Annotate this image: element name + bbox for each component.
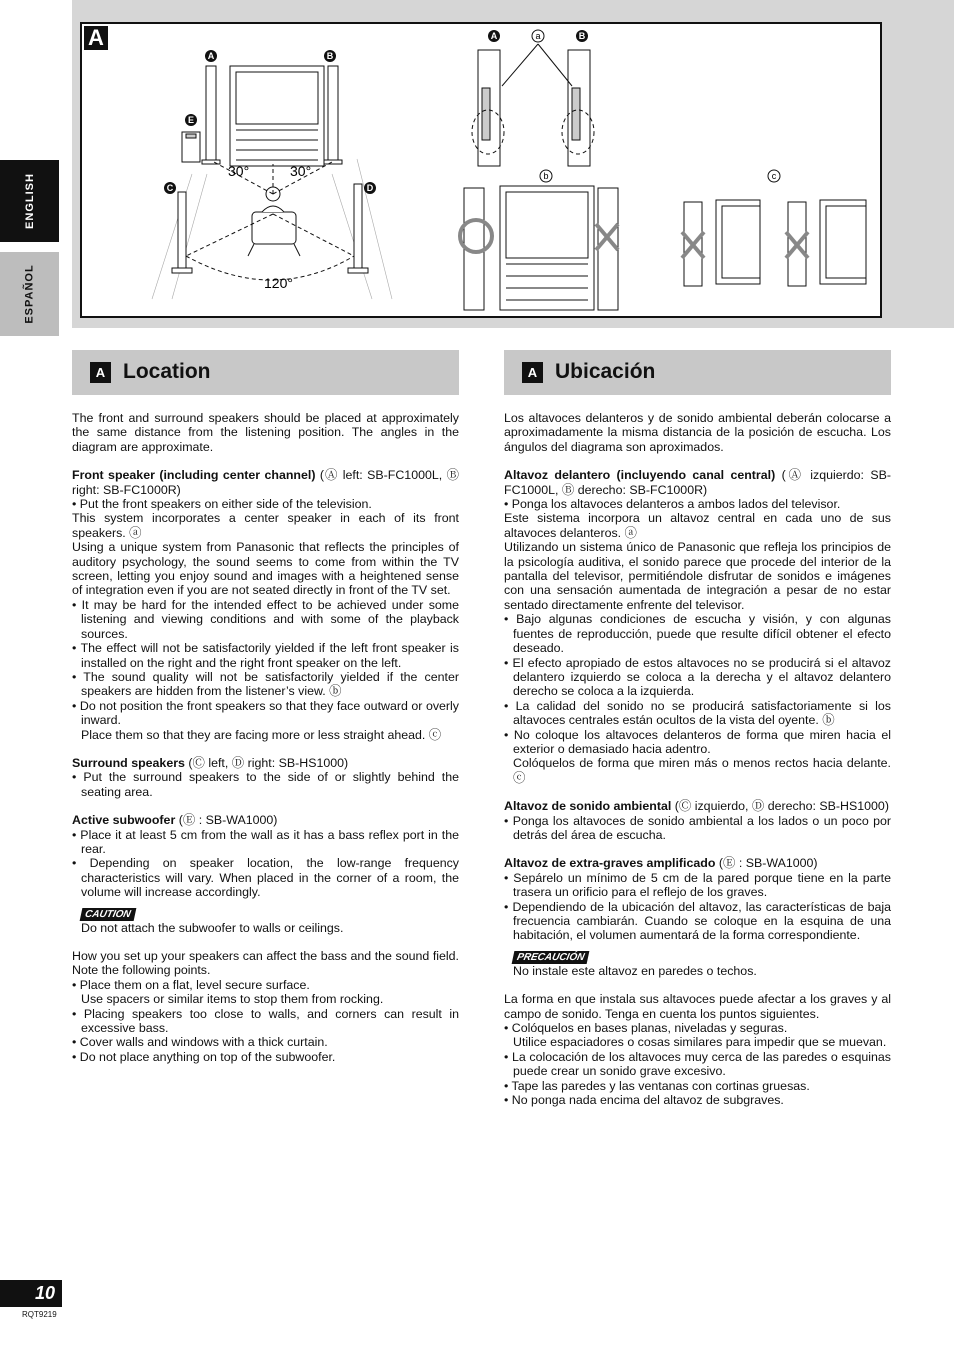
paragraph: Utilizando un sistema único de Panasonic que refleja los principios de la psicología auditiva, el sonido parece que procede del interior de la pantalla del televisor, permitiéndole disfrutar de sonidos e imágenes con una sensación aumentada de integración a pesar de no estar sentado directamente enfrente del televisor. — [504, 540, 891, 612]
tab-english-label: ENGLISH — [23, 173, 36, 229]
bullet-continuation: Colóquelos de forma que miren más o menos rectos hacia delante. ⓒ — [513, 756, 891, 785]
bullet-continuation: Place them so that they are facing more or less straight ahead. ⓒ — [81, 727, 442, 742]
listener-chair — [248, 187, 300, 256]
tv-cabinet — [230, 66, 324, 166]
bullet: • Place them on a flat, level secure surface. — [72, 977, 310, 992]
angle-surround-label: 120° — [264, 275, 293, 291]
bullet: • Place it at least 5 cm from the wall as it has a bass reflex port in the rear. — [72, 827, 459, 856]
bullet: • Put the surround speakers to the side of or slightly behind the seating area. — [72, 770, 459, 799]
bullet: • The effect will not be satisfactorily yielded if the left front speaker is installed on the right and the right front speaker on the left. — [72, 641, 459, 670]
bullet: • The sound quality will not be satisfactorily yielded if the center speakers are hidden from the listener’s view. ⓑ — [72, 669, 459, 699]
bullet: • Placing speakers too close to walls, and corners can result in excessive bass. — [72, 1006, 459, 1036]
section-letter: A — [90, 362, 111, 383]
badge-e: E — [187, 115, 195, 125]
paragraph: This system incorporates a center speaker in each of its front speakers. ⓐ — [72, 511, 459, 540]
caution-label: PRECAUCIÓN — [512, 951, 590, 964]
figure-panel-letter: A — [84, 26, 108, 50]
caution-label: CAUTION — [80, 908, 136, 921]
speaker-placement-figure — [80, 22, 882, 318]
detail-badge-a: A — [490, 31, 498, 41]
badge-d: D — [366, 183, 374, 193]
bullet-continuation: Use spacers or similar items to stop them from rocking. — [81, 992, 384, 1007]
bullet: • Tape las paredes y las ventanas con cortinas gruesas. — [504, 1078, 810, 1093]
bullet: • Dependiendo de la ubicación del altavoz, las características de baja frecuencia cambiarán. Cuando se coloque en la esquina de una habitación, el volumen aumentará de la forma correspondiente. — [504, 899, 891, 943]
bullet: • La calidad del sonido no se producirá satisfactoriamente si los altavoces centrales están ocultos de la vista del oyente. ⓑ — [504, 698, 891, 728]
section-header-location — [72, 350, 459, 395]
badge-b: B — [326, 51, 334, 61]
bullet: • It may be hard for the intended effect to be achieved under some listening and viewing conditions and with some of the playback sources. — [72, 597, 459, 641]
tab-espanol — [0, 252, 59, 336]
intro-paragraph: Los altavoces delanteros y de sonido ambiental deberán colocarse a aproximadamente la misma distancia de la posición de escucha. Los ángulos del diagrama son aproximados. — [504, 411, 891, 454]
speaker-diagram — [82, 24, 880, 316]
bullet-continuation: Utilice espaciadores o cosas similares para impedir que se muevan. — [513, 1035, 887, 1050]
bullet: • No ponga nada encima del altavoz de subgraves. — [504, 1093, 784, 1108]
front-speaker-heading: Front speaker (including center channel) (Ⓐ left: SB-FC1000L, Ⓑ right: SB-FC1000R) — [72, 468, 459, 497]
surround-heading: Altavoz de sonido ambiental (Ⓒ izquierdo, Ⓓ derecho: SB-HS1000) — [504, 799, 889, 814]
detail-badge-b: B — [578, 31, 586, 41]
caution-text: No instale este altavoz en paredes o techos. — [513, 963, 757, 978]
bullet: • Do not position the front speakers so that they face outward or overly inward. — [72, 698, 459, 728]
surround-heading: Surround speakers (Ⓒ left, Ⓓ right: SB-HS1000) — [72, 755, 349, 770]
callout-c: c — [771, 171, 777, 181]
bullet: • Put the front speakers on either side of the television. — [72, 497, 372, 512]
bullet: • Ponga los altavoces delanteros a ambos lados del televisor. — [504, 497, 841, 512]
bullet: • El efecto apropiado de estos altavoces no se producirá si el altavoz delantero izquierdo se coloca a la derecha y el altavoz delantero derecho se coloca a la izquierda. — [504, 655, 891, 699]
front-speaker-heading: Altavoz delantero (incluyendo canal central) (Ⓐ izquierdo: SB-FC1000L, Ⓑ derecho: SB-FC1000R) — [504, 468, 891, 497]
bullet: • Cover walls and windows with a thick curtain. — [72, 1035, 328, 1050]
bullet: • Sepárelo un mínimo de 5 cm de la pared porque tiene en la parte trasera un orificio para el reflejo de los graves. — [504, 870, 891, 900]
bullet: • Bajo algunas condiciones de escucha y visión, y con algunas fuentes de reproducción, puede que resulte difícil obtener el efecto deseado. — [504, 612, 891, 656]
tab-espanol-label: ESPAÑOL — [23, 264, 36, 324]
section-title: Ubicación — [555, 360, 656, 384]
bullet: • Ponga los altavoces de sonido ambiental a los lados o un poco por detrás del área de escucha. — [504, 813, 891, 842]
surround-speaker-d — [348, 184, 368, 273]
section-header-ubicacion — [504, 350, 891, 395]
callout-b: b — [543, 171, 549, 181]
surround-speaker-c — [172, 192, 192, 273]
badge-a: A — [207, 51, 215, 61]
callout-a: a — [535, 31, 541, 41]
detail-a-speakers — [472, 44, 594, 166]
setup-paragraph: La forma en que instala sus altavoces puede afectar a los graves y al campo de sonido. Tenga en cuenta los puntos siguientes. — [504, 992, 891, 1021]
bullet: • Depending on speaker location, the low-range frequency characteristics will vary. When placed in the corner of a room, the volume will increase accordingly. — [72, 856, 459, 900]
section-letter: A — [522, 362, 543, 383]
bullet: • Colóquelos en bases planas, niveladas y seguras. — [504, 1021, 788, 1036]
paragraph: Using a unique system from Panasonic that reflects the principles of auditory psychology, the sound seems to come from within the TV screen, letting you enjoy sound and images with a heightened sense of integration even if you are not seated directly in front of the TV set. — [72, 540, 459, 598]
setup-paragraph: How you set up your speakers can affect the bass and the sound field. Note the following points. — [72, 949, 459, 978]
section-title: Location — [123, 360, 211, 384]
angle-right-label: 30° — [290, 163, 312, 179]
bullet: • No coloque los altavoces delanteros de forma que miren hacia el exterior o demasiado hacia adentro. — [504, 727, 891, 756]
intro-paragraph: The front and surround speakers should be placed at approximately the same distance from the listening position. The angles in the diagram are approximate. — [72, 411, 459, 454]
subwoofer-e — [182, 132, 200, 162]
angle-left-label: 30° — [228, 163, 250, 179]
subwoofer-heading: Altavoz de extra-graves amplificado (Ⓔ : SB-WA1000) — [504, 856, 818, 871]
page-number: 10 — [0, 1280, 62, 1307]
front-speaker-b — [324, 66, 342, 164]
subwoofer-heading: Active subwoofer (Ⓔ : SB-WA1000) — [72, 813, 278, 828]
caution-text: Do not attach the subwoofer to walls or ceilings. — [81, 920, 344, 935]
document-code: RQT9219 — [22, 1310, 57, 1319]
bullet: • Do not place anything on top of the subwoofer. — [72, 1049, 336, 1064]
detail-c-setup — [684, 200, 866, 286]
bullet: • La colocación de los altavoces muy cerca de las paredes o esquinas puede crear un sonido grave excesivo. — [504, 1049, 891, 1079]
spanish-section — [504, 350, 891, 1107]
badge-c: C — [166, 183, 174, 193]
tab-english — [0, 160, 59, 242]
front-speaker-a — [202, 66, 220, 164]
english-section — [72, 350, 459, 1064]
paragraph: Este sistema incorpora un altavoz central en cada uno de sus altavoces delanteros. ⓐ — [504, 511, 891, 540]
